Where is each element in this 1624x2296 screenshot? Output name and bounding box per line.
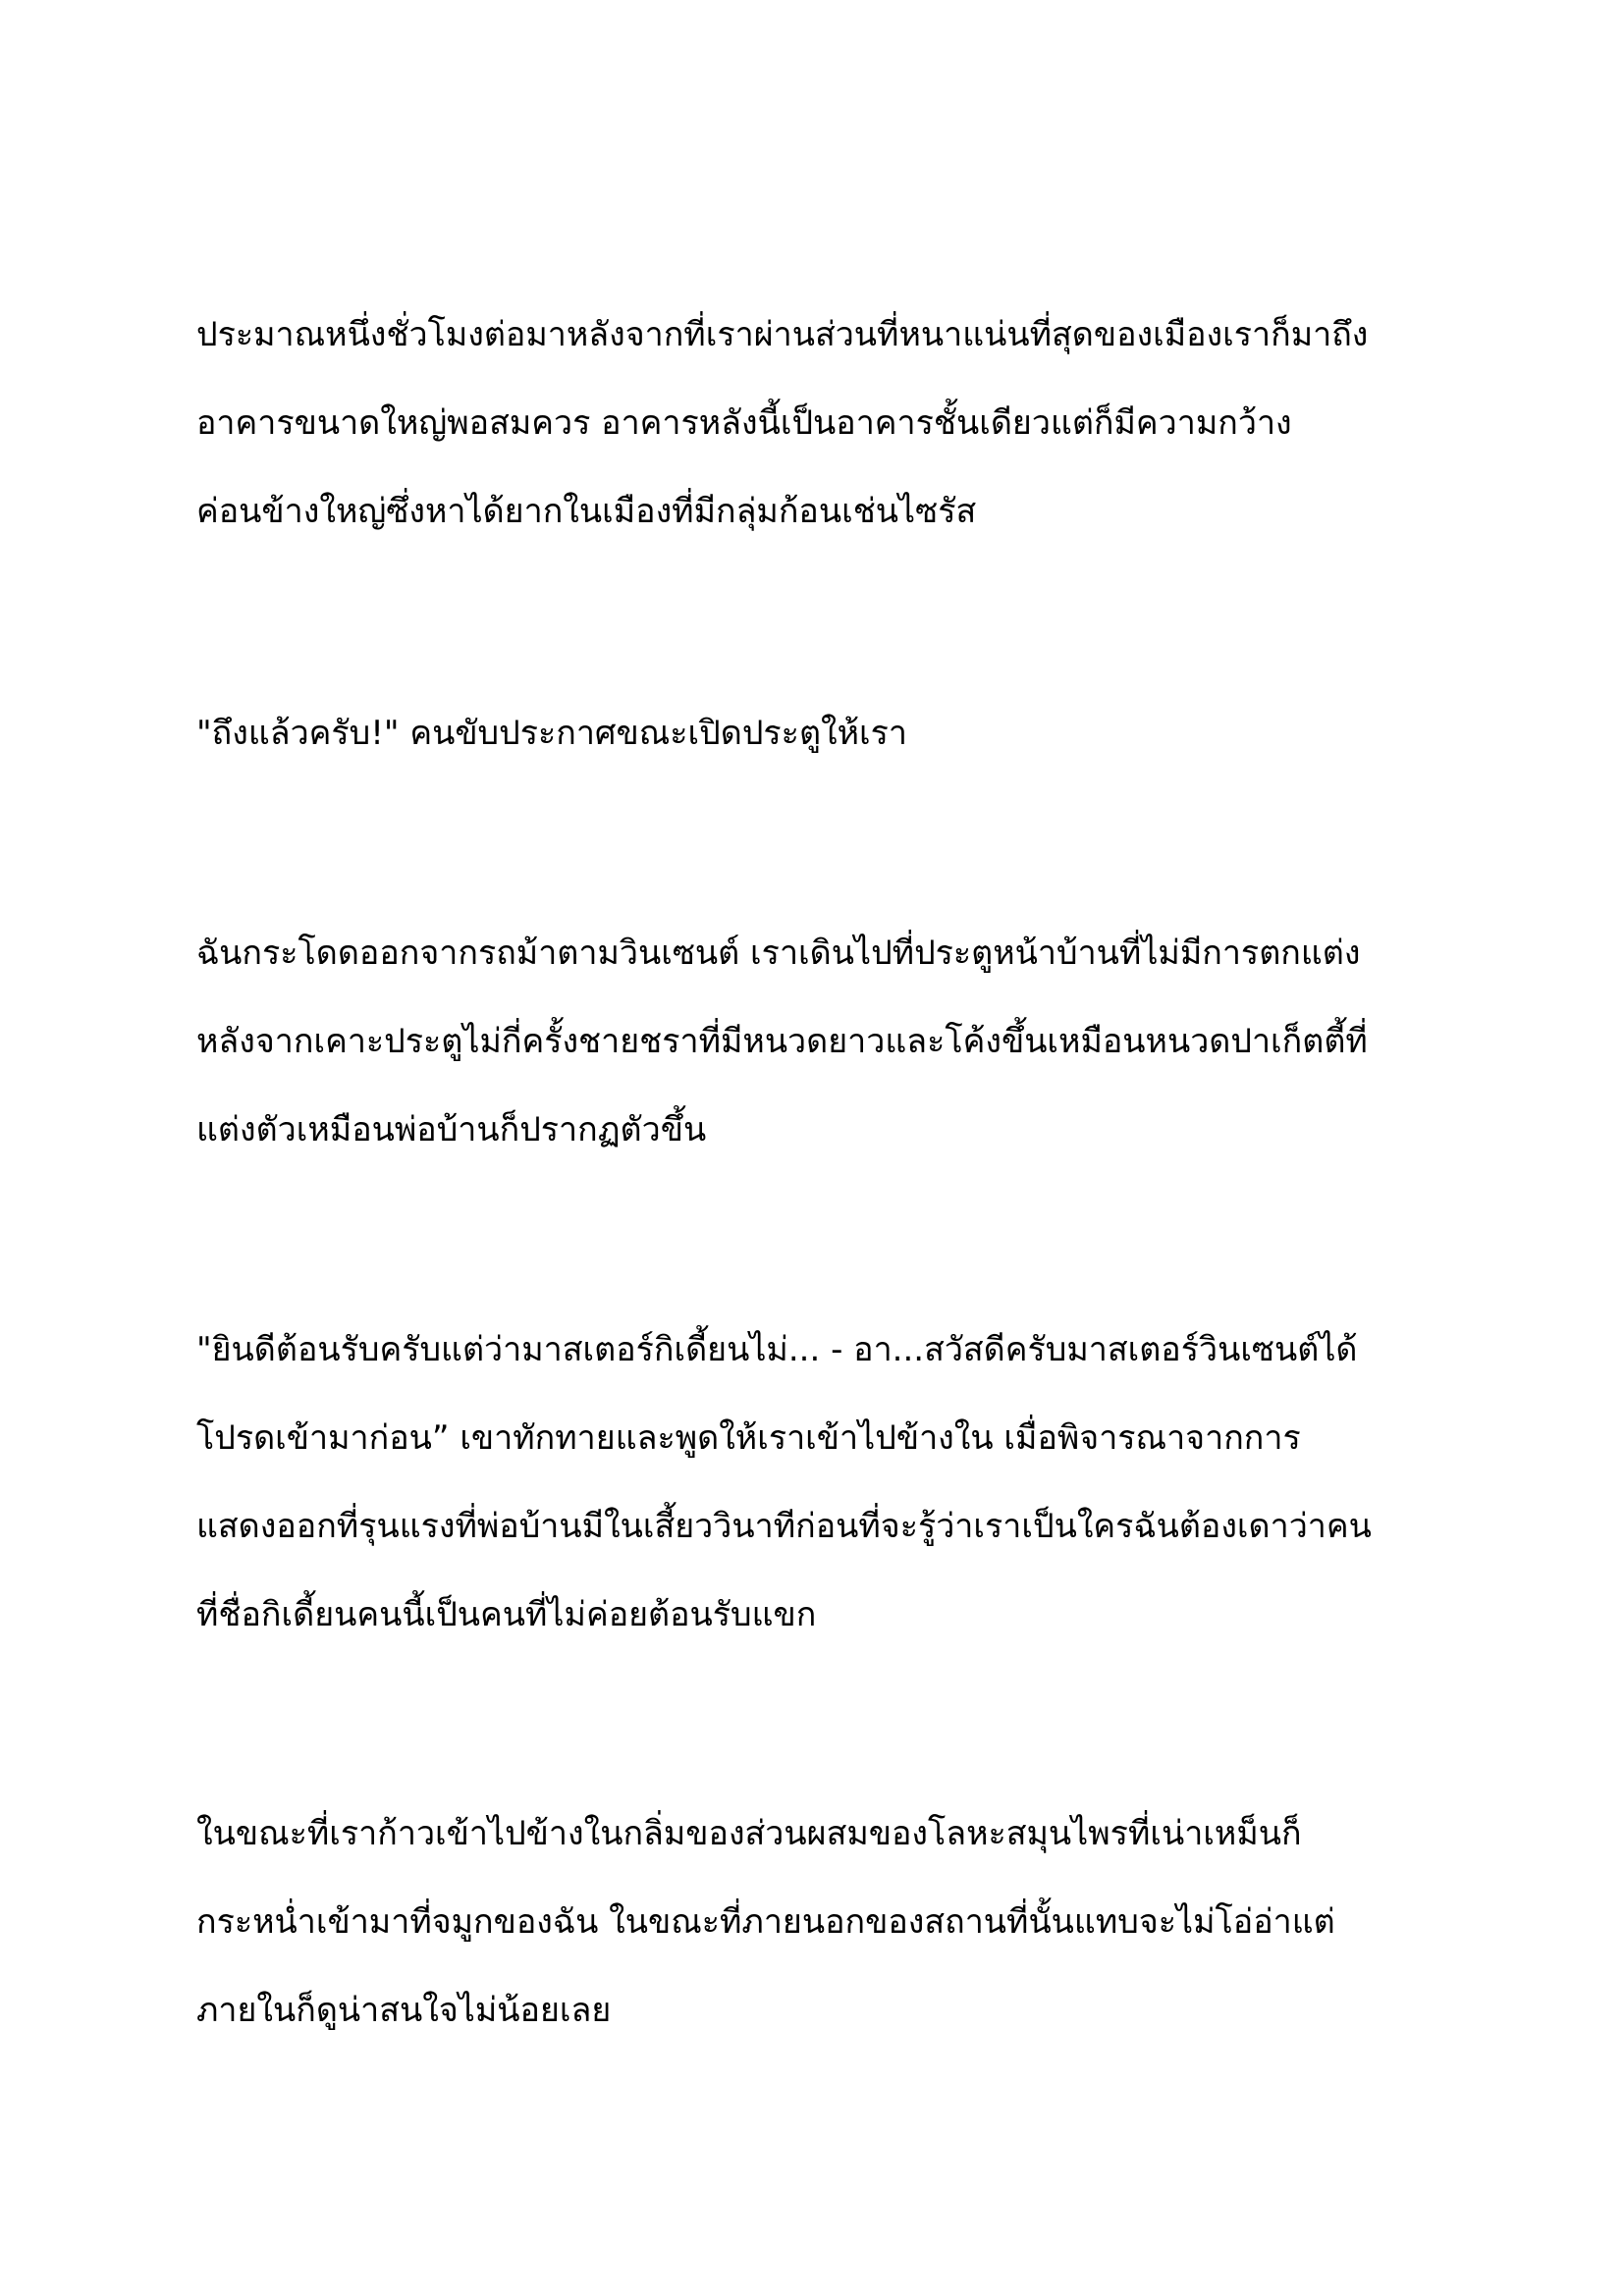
paragraph-line: ฉันกระโดดออกจากรถม้าตามวินเซนต์ เราเดินไปที่ประตูหน้าบ้านที่ไม่มีการตกแต่ง xyxy=(196,934,1361,973)
paragraph-5 xyxy=(196,1789,1443,2055)
paragraph-line: ประมาณหนึ่งชั่วโมงต่อมาหลังจากที่เราผ่านส่วนที่หนาแน่นที่สุดของเมืองเราก็มาถึง xyxy=(196,315,1369,354)
paragraph-3 xyxy=(196,909,1443,1174)
paragraph-2 xyxy=(196,689,1443,777)
paragraph-line: โปรดเข้ามาก่อน” เขาทักทายและพูดให้เราเข้าไปข้างใน เมื่อพิจารณาจากการ xyxy=(196,1418,1301,1458)
paragraph-line: กระหน่ำเข้ามาที่จมูกของฉัน ในขณะที่ภายนอกของสถานที่นั้นแทบจะไม่โอ่อ่าแต่ xyxy=(196,1902,1335,1942)
paragraph-line: "ถึงแล้วครับ!" คนขับประกาศขณะเปิดประตูให้เรา xyxy=(196,714,908,753)
paragraph-line: แต่งตัวเหมือนพ่อบ้านก็ปรากฏตัวขึ้น xyxy=(196,1110,707,1149)
paragraph-line: ที่ชื่อกิเดี้ยนคนนี้เป็นคนที่ไม่ค่อยต้อนรับแขก xyxy=(196,1595,817,1634)
paragraph-line: "ยินดีต้อนรับครับแต่ว่ามาสเตอร์กิเดี้ยนไม่... - อา...สวัสดีครับมาสเตอร์วินเซนต์ได้ xyxy=(196,1330,1358,1369)
paragraph-line: อาคารขนาดใหญ่พอสมควร อาคารหลังนี้เป็นอาคารชั้นเดียวแต่ก็มีความกว้าง xyxy=(196,403,1292,443)
paragraph-1 xyxy=(196,291,1443,556)
paragraph-line: ค่อนข้างใหญ่ซึ่งหาได้ยากในเมืองที่มีกลุ่มก้อนเช่นไซรัส xyxy=(196,492,977,531)
paragraph-line: ภายในก็ดูน่าสนใจไม่น้อยเลย xyxy=(196,1991,612,2030)
paragraph-line: หลังจากเคาะประตูไม่กี่ครั้งชายชราที่มีหนวดยาวและโค้งขึ้นเหมือนหนวดปาเก็ตตี้ที่ xyxy=(196,1022,1368,1061)
paragraph-line: แสดงออกที่รุนแรงที่พ่อบ้านมีในเสี้ยววินาทีก่อนที่จะรู้ว่าเราเป็นใครฉันต้องเดาว่าคน xyxy=(196,1507,1372,1546)
paragraph-line: ในขณะที่เราก้าวเข้าไปข้างในกลิ่มของส่วนผสมของโลหะสมุนไพรที่เน่าเหม็นก็ xyxy=(196,1814,1302,1853)
paragraph-4 xyxy=(196,1306,1443,1659)
